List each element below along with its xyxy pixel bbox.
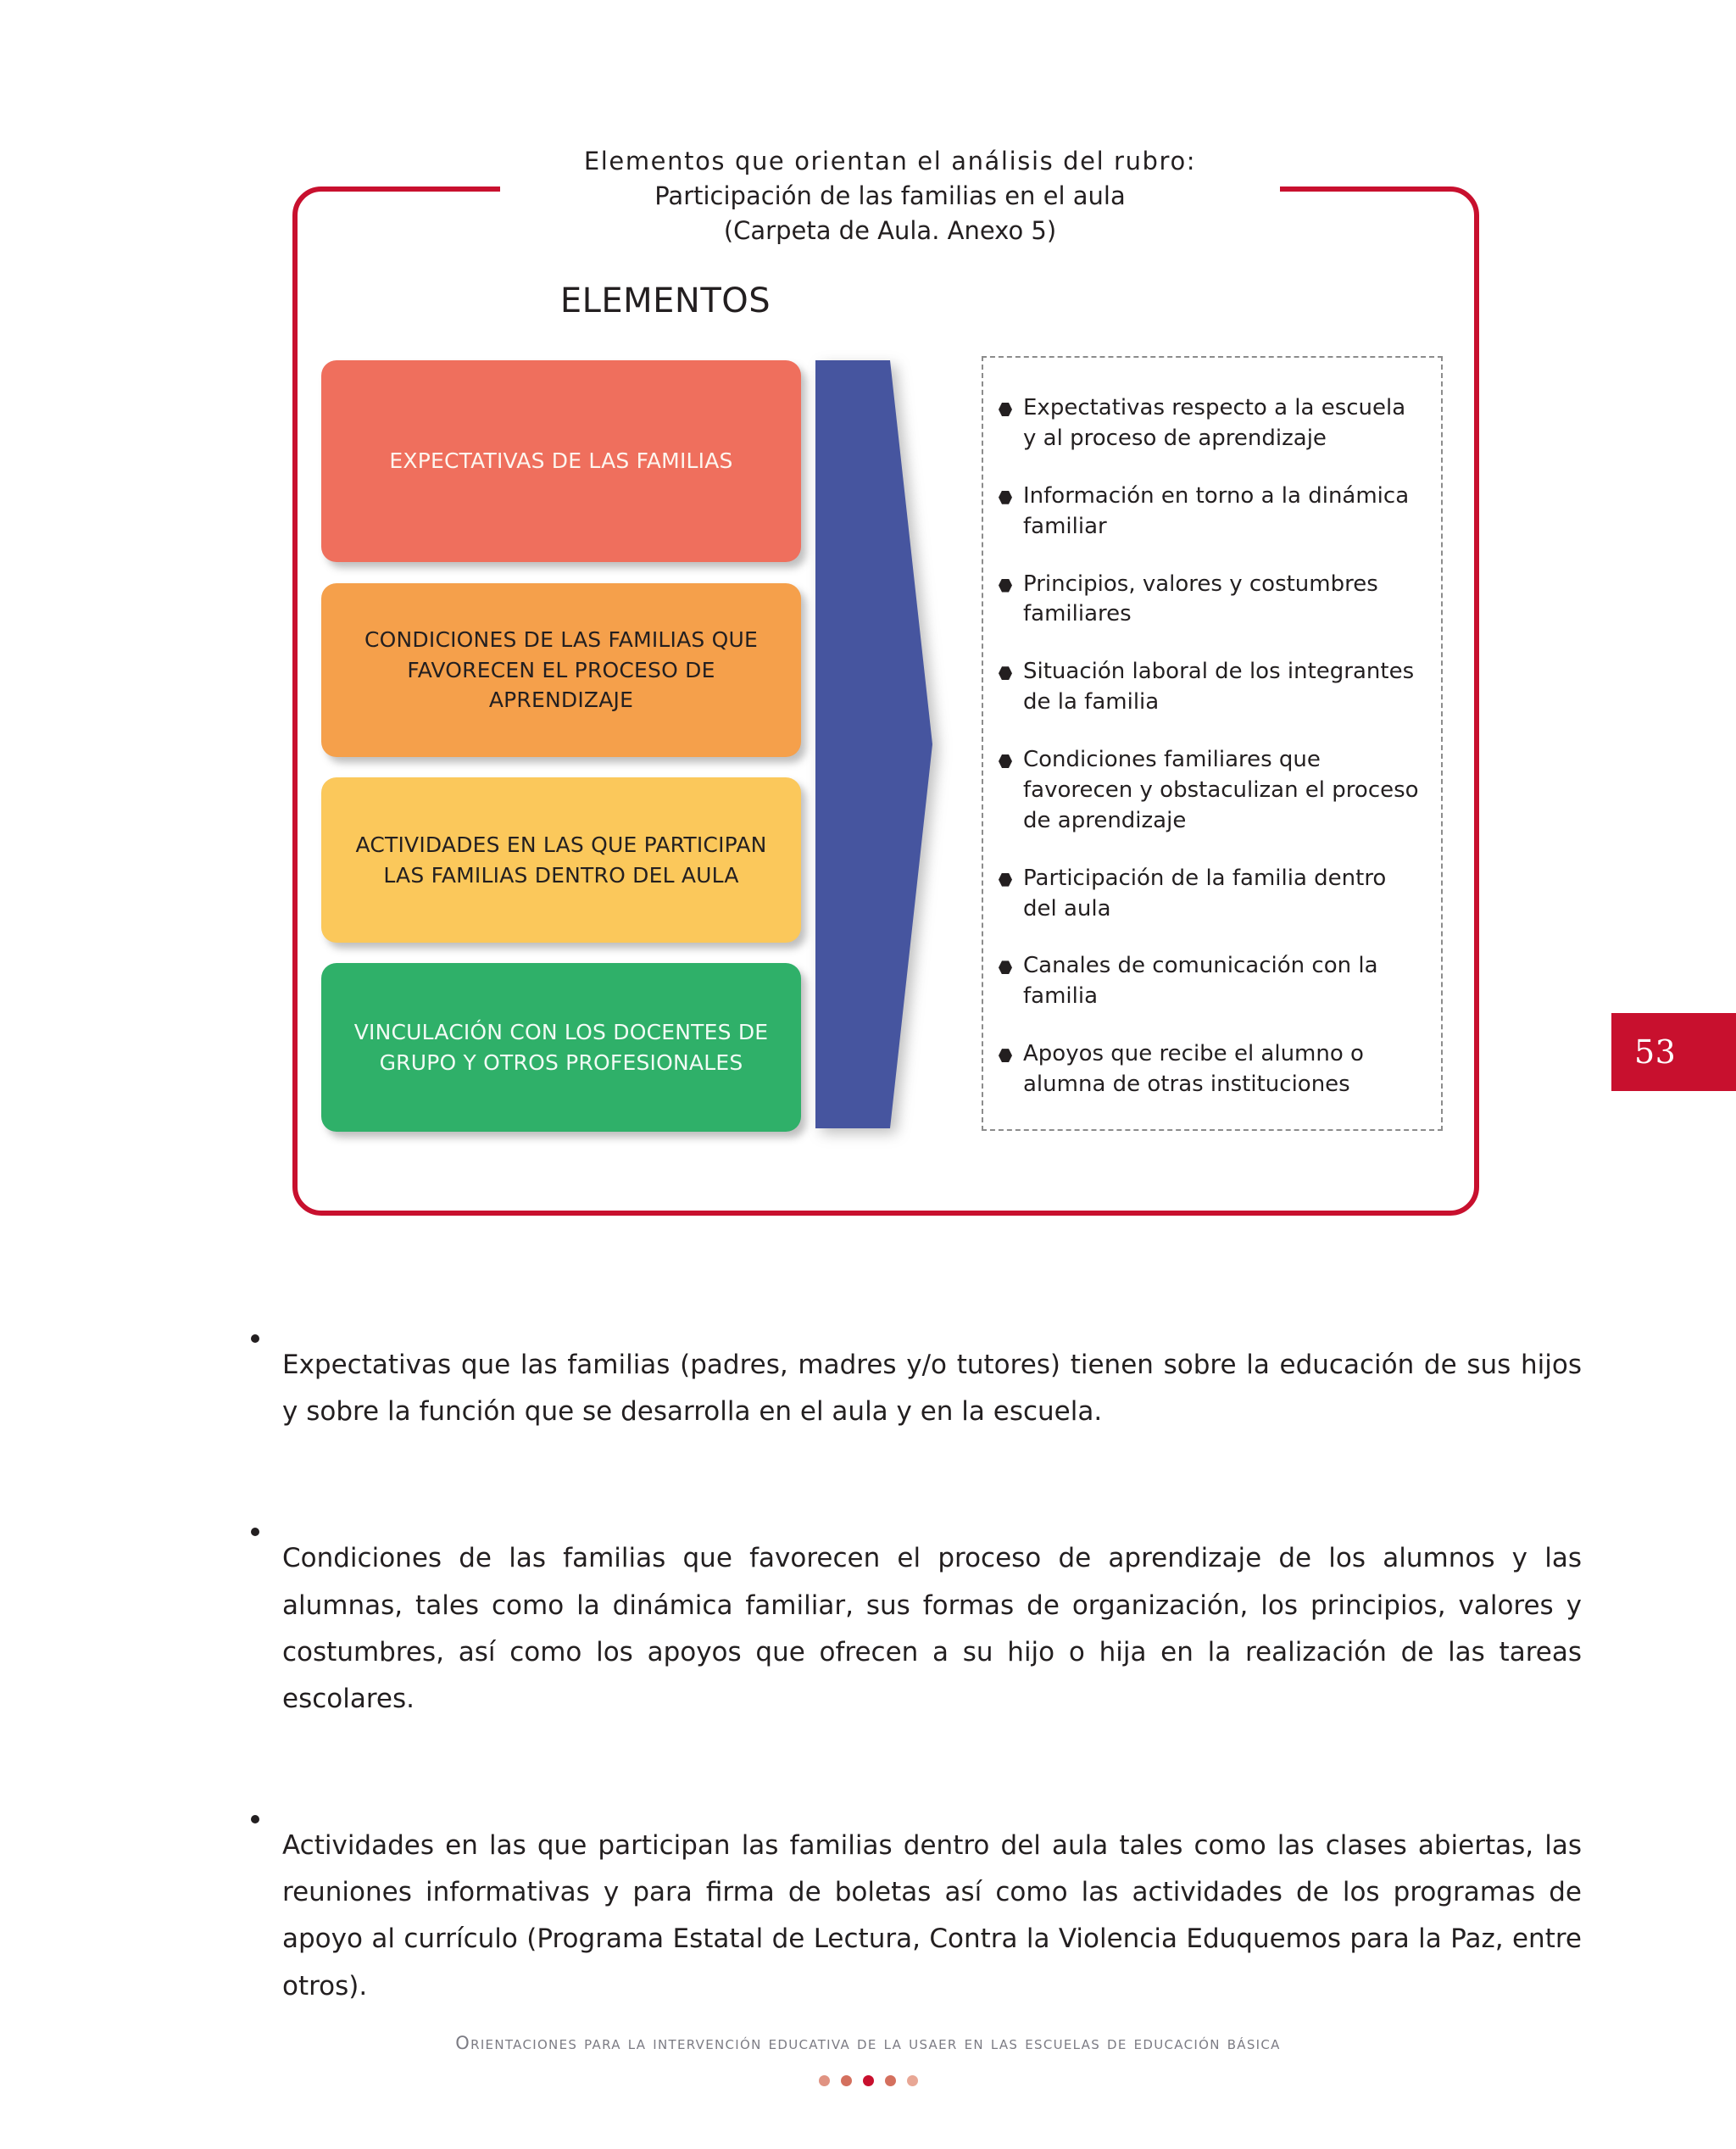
footer-dots [0,2075,1736,2086]
element-box-label: EXPECTATIVAS DE LAS FAMILIAS [389,448,733,474]
page-number-badge [1611,1013,1736,1091]
figure-bullet-item [999,393,1424,454]
elements-box-list [321,360,830,1132]
footer-dot-3 [863,2075,874,2086]
figure-caption-line-3: (Carpeta de Aula. Anexo 5) [723,216,1057,246]
figure-bullet-text: Canales de comunicación con la familia [1023,953,1378,1010]
element-box-condiciones [321,583,801,757]
figure-container [292,147,1479,1216]
body-list-item [251,1796,1582,2036]
footer-dot-5 [907,2075,918,2086]
round-bullet-icon [251,1528,259,1536]
round-bullet-icon [251,1815,259,1823]
figure-bullet-item [999,482,1424,543]
figure-bullet-text: Principios, valores y costumbres familiares [1023,571,1378,627]
figure-bullet-item [999,951,1424,1012]
element-box-actividades [321,777,801,943]
body-paragraph: Actividades en las que participan las familias dentro del aula tales como las clases abiertas, las reuniones informativas y para firma de boletas así como las actividades de los programas de apoyo al currículo (Programa Estatal de Lectura, Contra la Violencia Eduquemos para la Paz, entre otros). [282,1830,1582,2001]
elements-heading: ELEMENTOS [559,281,771,320]
figure-bullet-panel [982,356,1443,1131]
figure-bullet-text: Apoyos que recibe el alumno o alumna de otras instituciones [1023,1041,1364,1097]
hexagon-bullet-icon [999,491,1012,504]
footer-dot-2 [841,2075,852,2086]
hexagon-bullet-icon [999,666,1012,680]
hexagon-bullet-icon [999,754,1012,768]
figure-caption-line-1: Elementos que orientan el análisis del rubro: [583,147,1197,175]
hexagon-bullet-icon [999,873,1012,887]
figure-bullet-text: Expectativas respecto a la escuela y al proceso de aprendizaje [1023,395,1406,451]
figure-bullet-item [999,570,1424,631]
figure-bullet-item [999,657,1424,718]
page-footer [0,2033,1736,2086]
page-number-text: 53 [1634,1033,1677,1071]
figure-bullet-text: Condiciones familiares que favorecen y obstaculizan el proceso de aprendizaje [1023,747,1419,833]
figure-bullet-text: Información en torno a la dinámica familiar [1023,482,1410,539]
body-list-item [251,1509,1582,1749]
figure-bullet-text: Situación laboral de los integrantes de la familia [1023,659,1415,715]
hexagon-bullet-icon [999,403,1012,416]
figure-bullet-item [999,1039,1424,1100]
body-paragraph: Expectativas que las familias (padres, madres y/o tutores) tienen sobre la educación de sus hijos y sobre la función que se desarrolla en el aula y en la escuela. [282,1350,1582,1428]
element-box-vinculacion [321,963,801,1132]
figure-caption-line-2: Participación de las familias en el aula [654,181,1126,211]
round-bullet-icon [251,1334,259,1343]
element-box-expectativas [321,360,801,562]
element-box-label: VINCULACIÓN CON LOS DOCENTES DE GRUPO Y OTROS PROFESIONALES [353,1020,769,1075]
hexagon-bullet-icon [999,579,1012,593]
figure-bullet-item [999,745,1424,837]
figure-bullet-item [999,864,1424,925]
footer-dot-1 [819,2075,830,2086]
body-paragraph: Condiciones de las familias que favorecen el proceso de aprendizaje de los alumnos y las alumnas, tales como la dinámica familiar, sus formas de organización, los principios, valores y costumbres, así como los apoyos que ofrecen a su hijo o hija en la realización de las tareas escolares. [282,1543,1582,1714]
figure-bullet-text: Participación de la familia dentro del aula [1023,865,1387,921]
body-list-item [251,1316,1582,1461]
element-box-label: CONDICIONES DE LAS FAMILIAS QUE FAVORECEN EL PROCESO DE APRENDIZAJE [364,627,758,713]
footer-title: Orientaciones para la intervención educativa de la usaer en las escuelas de educación básica [455,2033,1281,2053]
hexagon-bullet-icon [999,960,1012,974]
figure-caption [500,144,1280,249]
hexagon-bullet-icon [999,1049,1012,1062]
footer-dot-4 [885,2075,896,2086]
element-box-label: ACTIVIDADES EN LAS QUE PARTICIPAN LAS FAMILIAS DENTRO DEL AULA [355,832,767,888]
right-arrow-icon [815,360,932,1128]
body-bullet-list [251,1316,1582,2084]
